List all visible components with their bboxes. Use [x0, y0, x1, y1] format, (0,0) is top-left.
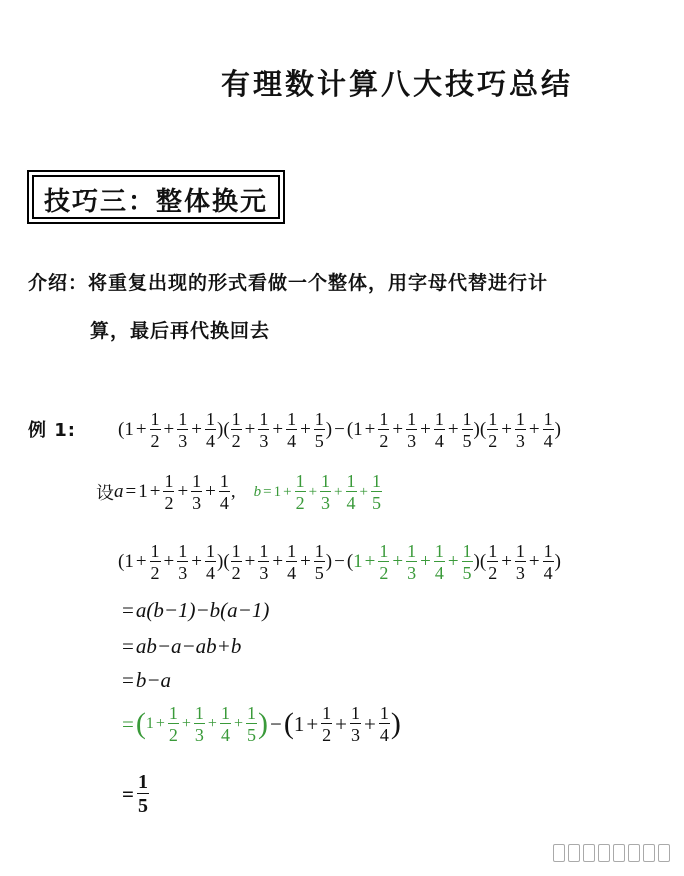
expression-highlighted: ( 1 + $\frac{1}{2}$ + $\frac{1}{3}$ + $\frac{1}{4}$ ) ( $\frac{1}{2}$ + $\frac{1}{3}$ + $\frac{1}{4}$ + $\frac{1}{5}$ ) − ( 1 + $\frac{1}{2}$ + $\frac{1}{3}$ + $\frac{1}{4}$ + $\frac{1}{5}$ ) ( $\frac{1}{2}$ + $\frac{1}{3}$ + $\frac{1}{4}$ ): [118, 541, 561, 583]
step-result: = $\frac{1}{5}$: [122, 771, 148, 817]
watermark-icon: [540, 842, 670, 864]
intro-text-line-1: 介绍：将重复出现的形式看做一个整体，用字母代替进行计: [28, 272, 549, 294]
step-substituted: = a(b−1)−b(a−1): [122, 598, 270, 622]
step-simplified: = b−a: [122, 668, 172, 692]
b-definition: b = 1 + $\frac{1}{2}$ + $\frac{1}{3}$ + $\frac{1}{4}$ + $\frac{1}{5}$: [253, 471, 381, 513]
expression-original: ( 1 + $\frac{1}{2}$ + $\frac{1}{3}$ + $\frac{1}{4}$ ) ( $\frac{1}{2}$ + $\frac{1}{3}$ + $\frac{1}{4}$ + $\frac{1}{5}$ ) − ( 1 + $\frac{1}{2}$ + $\frac{1}{3}$ + $\frac{1}{4}$ + $\frac{1}{5}$ ) ( $\frac{1}{2}$ + $\frac{1}{3}$ + $\frac{1}{4}$ ): [118, 409, 561, 451]
section-heading-box: [27, 170, 285, 224]
page-title: 有理数计算八大技巧总结: [220, 67, 573, 101]
section-title: 技巧三：整体换元: [43, 187, 268, 217]
step-back-substituted: = ( 1 + $\frac{1}{2}$ + $\frac{1}{3}$ + $\frac{1}{4}$ + $\frac{1}{5}$ ) − ( 1 + $\frac{1}{2}$ + $\frac{1}{3}$ + $\frac{1}{4}$ ): [122, 703, 401, 745]
substitution-line: 设 a = 1 + $\frac{1}{2}$ + $\frac{1}{3}$ + $\frac{1}{4}$ , b = 1 + $\frac{1}{2}$ + $\frac{1}{3}$ + $\frac{1}{4}$ + $\frac{1}{5}$: [96, 471, 381, 513]
intro-text-line-2: 算，最后再代换回去: [90, 320, 271, 342]
example-label: 例 1:: [28, 420, 76, 441]
step-expanded: = ab−a−ab+b: [122, 634, 242, 658]
